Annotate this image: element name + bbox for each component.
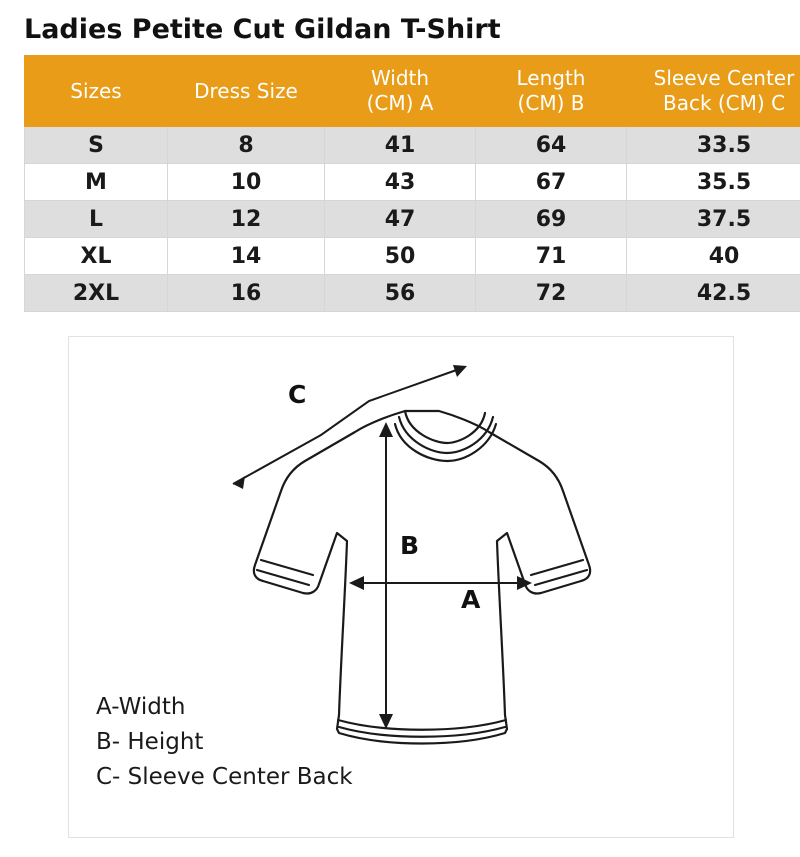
cell-width: 41 [325, 127, 476, 164]
column-header-length-line1: Length [516, 66, 586, 90]
column-header-sizes-line1: Sizes [70, 78, 122, 103]
table-row [25, 275, 800, 312]
table-header-row [25, 56, 800, 127]
cell-dress-size: 8 [168, 127, 325, 164]
column-header-sleeve-line1: Sleeve Center [653, 66, 795, 90]
measure-arrow-b-top [379, 422, 393, 437]
label-c: C [288, 380, 307, 409]
table-row [25, 127, 800, 164]
cell-length: 72 [476, 275, 627, 312]
cell-dress-size: 16 [168, 275, 325, 312]
measure-arrow-a-right [517, 576, 532, 590]
cell-dress-size: 12 [168, 201, 325, 238]
cell-width: 56 [325, 275, 476, 312]
measure-arrow-c-end [453, 365, 467, 377]
column-header-width-line2: (CM) A [366, 91, 434, 115]
cell-length: 71 [476, 238, 627, 275]
page-title: Ladies Petite Cut Gildan T-Shirt [24, 14, 501, 45]
cell-sleeve: 42.5 [627, 275, 800, 312]
table-row [25, 201, 800, 238]
table-header [25, 56, 800, 127]
cell-length: 69 [476, 201, 627, 238]
label-a: A [461, 585, 481, 614]
cell-size: XL [25, 238, 168, 275]
cell-sleeve: 35.5 [627, 164, 800, 201]
column-header-length [476, 56, 627, 127]
cell-dress-size: 14 [168, 238, 325, 275]
table-row [25, 238, 800, 275]
column-header-sleeve-center-back [627, 56, 800, 127]
cell-width: 43 [325, 164, 476, 201]
legend-item-b: B- Height [96, 728, 204, 755]
cell-width: 47 [325, 201, 476, 238]
column-header-sizes [25, 56, 168, 127]
measure-arrow-a-left [349, 576, 364, 590]
cell-length: 64 [476, 127, 627, 164]
table-row [25, 164, 800, 201]
column-header-sleeve-line2: Back (CM) C [662, 91, 786, 115]
cell-sleeve: 40 [627, 238, 800, 275]
column-header-width-line1: Width [370, 66, 430, 90]
measure-line-c [233, 367, 465, 484]
cell-size: 2XL [25, 275, 168, 312]
legend-item-a: A-Width [96, 694, 186, 720]
size-table [24, 55, 800, 312]
table-body [25, 127, 800, 312]
legend-item-c: C- Sleeve Center Back [96, 763, 353, 790]
cell-width: 50 [325, 238, 476, 275]
cell-size: L [25, 201, 168, 238]
column-header-length-line2: (CM) B [517, 91, 585, 115]
cell-dress-size: 10 [168, 164, 325, 201]
label-b: B [400, 531, 420, 560]
cell-sleeve: 37.5 [627, 201, 800, 238]
column-header-dress-size [168, 56, 325, 127]
column-header-width [325, 56, 476, 127]
cell-size: M [25, 164, 168, 201]
cell-length: 67 [476, 164, 627, 201]
diagram-legend [96, 690, 353, 795]
cell-size: S [25, 127, 168, 164]
cell-sleeve: 33.5 [627, 127, 800, 164]
column-header-dress-size-line1: Dress Size [194, 78, 298, 103]
